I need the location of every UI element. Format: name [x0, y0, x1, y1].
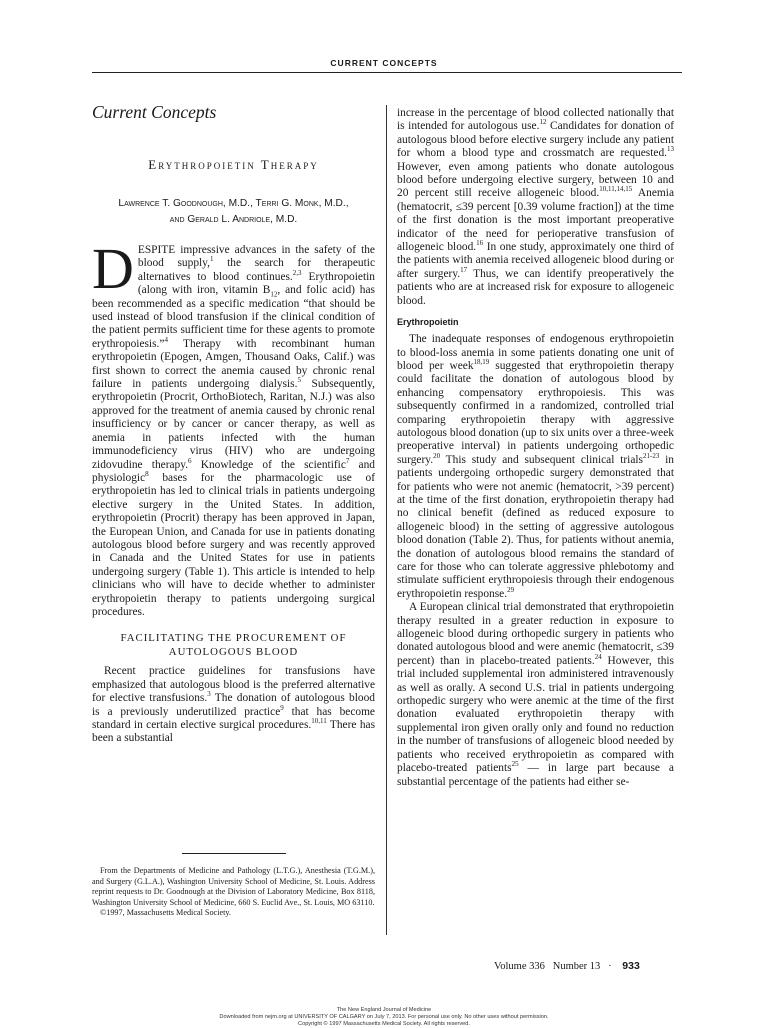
issue-number: Number 13	[552, 961, 601, 972]
header-rule	[92, 72, 682, 73]
legal-line-1: The New England Journal of Medicine	[336, 1007, 432, 1013]
intro-lead: ESPITE impressive advances in the safety of the blood supply,	[137, 244, 375, 270]
paragraph: The inadequate responses of endogenous erythropoietin to blood-loss anemia in some patients donating one unit of blood per week$^{18,19}$ suggested that erythropoietin therapy could facilitate the donation of autologous blood by enhancing compensatory erythropoiesis. This was subsequently confirmed in a randomized, controlled trial comparing erythropoietin therapy with aggressive autologous blood donation (up to six units over a three-week preoperative interval) in patients undergoing orthopedic surgery.$^{20}$ This study and subsequent clinical trials$^{21-23}$ in patients undergoing orthopedic surgery demonstrated that for patients who were not anemic (hematocrit, >39 percent) at the time of the first donation, erythropoietin therapy had no clinical benefit (defined as reduced exposure to allogeneic blood) in the setting of aggressive autologous blood donation (Table 2). Thus, for patients without anemia, the donation of autologous blood remains the standard of care for those who can tolerate aggressive phlebotomy and stimulate sufficient erythropoiesis through their endogenous erythropoietin response.$^{29}$	[397, 333, 675, 600]
left-column	[92, 102, 375, 746]
paragraph: A European clinical trial demonstrated that erythropoietin therapy resulted in a greater reduction in exposure to allogeneic blood during orthopedic surgery in patients who donated autologous blood and were anemic (hematocrit, ≤39 percent) than in placebo-treated patients.$^{24}$ However, this trial included supplemental iron administered intravenously as well as orally. A second U.S. trial in patients undergoing orthopedic surgery who were anemic at the time of the first donation evaluated erythropoietin therapy with supplemental iron given orally only and found no reduction in the number of transfusions of allogeneic blood needed by patients who received erythropoietin as compared with placebo-treated patients$^{25}$ — in large part because a substantial percentage of the patients had either se-	[397, 601, 674, 788]
right-column	[397, 107, 674, 789]
paragraph: Recent practice guidelines for transfusions have emphasized that autologous blood is the preferred alternative for elective transfusions.$^3$ The donation of autologous blood is a previously underutilized practice$^9$ that has become standard in certain elective surgical procedures.$^{10,11}$ There has been a substantial	[92, 665, 375, 745]
series-title: Current Concepts	[92, 102, 217, 122]
article-title: Erythropoietin Therapy	[148, 157, 319, 172]
running-header: CURRENT CONCEPTS	[330, 58, 438, 68]
legal-line-2: Downloaded from nejm.org at UNIVERSITY OF CALGARY on July 7, 2013. For personal use only. No other uses without permission.	[219, 1014, 549, 1020]
author-list	[92, 196, 375, 228]
intro-paragraph: DESPITE impressive advances in the safety of the blood supply,$^1$ the search for therapeutic alternatives to blood continues.$^{2,3}$ Erythropoietin (along with iron, vitamin $B_{12}$, and folic acid) has been recommended as a specific medication “that should be used instead of blood transfusion if the clinical condition of the patient permits sufficient time for these agents to promote erythropoiesis.”$^4$ Therapy with recombinant human erythropoietin (Epogen, Amgen, Thousand Oaks, Calif.) was first shown to correct the anemia caused by chronic renal failure in patients undergoing dialysis.$^5$ Subsequently, erythropoietin (Procrit, OrthoBiotech, Raritan, N.J.) was also approved for the treatment of anemia caused by chronic renal insufficiency or by cancer or cancer therapy, as well as anemia in patients infected with the human immunodeficiency virus (HIV) who are undergoing zidovudine therapy.$^6$ Knowledge of the scientific$^7$ and physiologic$^8$ bases for the pharmacologic use of erythropoietin has led to clinical trials in patients undergoing elective surgery in the United States. In addition, erythropoietin (Procrit) therapy has been approved in Japan, the European Union, and Canada for use in patients donating autologous blood before surgery and was recently approved in Canada and the United States for use in patients undergoing surgery (Table 1). This article is intended to help clinicians who will have to decide whether to administer erythropoietin therapy to patients undergoing surgical procedures.	[92, 236, 375, 618]
column-rule	[386, 105, 387, 935]
authors-line-2: and Gerald L. Andriole, M.D.	[169, 214, 298, 225]
volume: Volume 336	[494, 961, 545, 972]
page-number: 933	[622, 960, 640, 972]
authors-line-1: Lawrence T. Goodnough, M.D., Terri G. Monk, M.D.,	[118, 198, 349, 209]
section-heading-erythropoietin: Erythropoietin	[397, 317, 459, 328]
footnote	[92, 866, 375, 919]
legal-notice	[0, 1007, 768, 1028]
paragraph: increase in the percentage of blood collected nationally that is intended for autologous use.$^{12}$ Candidates for donation of autologous blood before elective surgery include any patient for whom a blood type and crossmatch are requested.$^{13}$ However, even among patients who donate autologous blood before undergoing elective surgery, between 10 and 20 percent still receive allogeneic blood.$^{10,11,14,15}$ Anemia (hematocrit, ≤39 percent [0.39 volume fraction]) at the time of the first donation is the most important preoperative indicator of the need for perioperative transfusion of allogeneic blood.$^{16}$ In one study, approximately one third of the patients with anemia received allogeneic blood during or after surgery.$^{17}$ Thus, we can identify preoperatively the patients who are at increased risk for exposure to allogeneic blood.	[397, 107, 674, 307]
drop-cap: D	[92, 236, 134, 301]
footnote-copyright: ©1997, Massachusetts Medical Society.	[100, 908, 231, 917]
legal-line-3: Copyright © 1997 Massachusetts Medical Society. All rights reserved.	[298, 1021, 470, 1027]
footnote-affiliation: From the Departments of Medicine and Pathology (L.T.G.), Anesthesia (T.G.M.), and Surgery (G.L.A.), Washington University School of Medicine, St. Louis. Address reprint requests to Dr. Goodnough at the Division of Laboratory Medicine, Box 8118, Washington University School of Medicine, 660 S. Euclid Ave., St. Louis, MO 63110.	[92, 866, 375, 907]
page-footer	[494, 960, 640, 972]
footnote-rule	[182, 853, 286, 854]
separator: ·	[608, 961, 612, 972]
section-heading-facilitating: FACILITATING THE PROCUREMENT OF AUTOLOGOUS BLOOD	[120, 632, 347, 659]
